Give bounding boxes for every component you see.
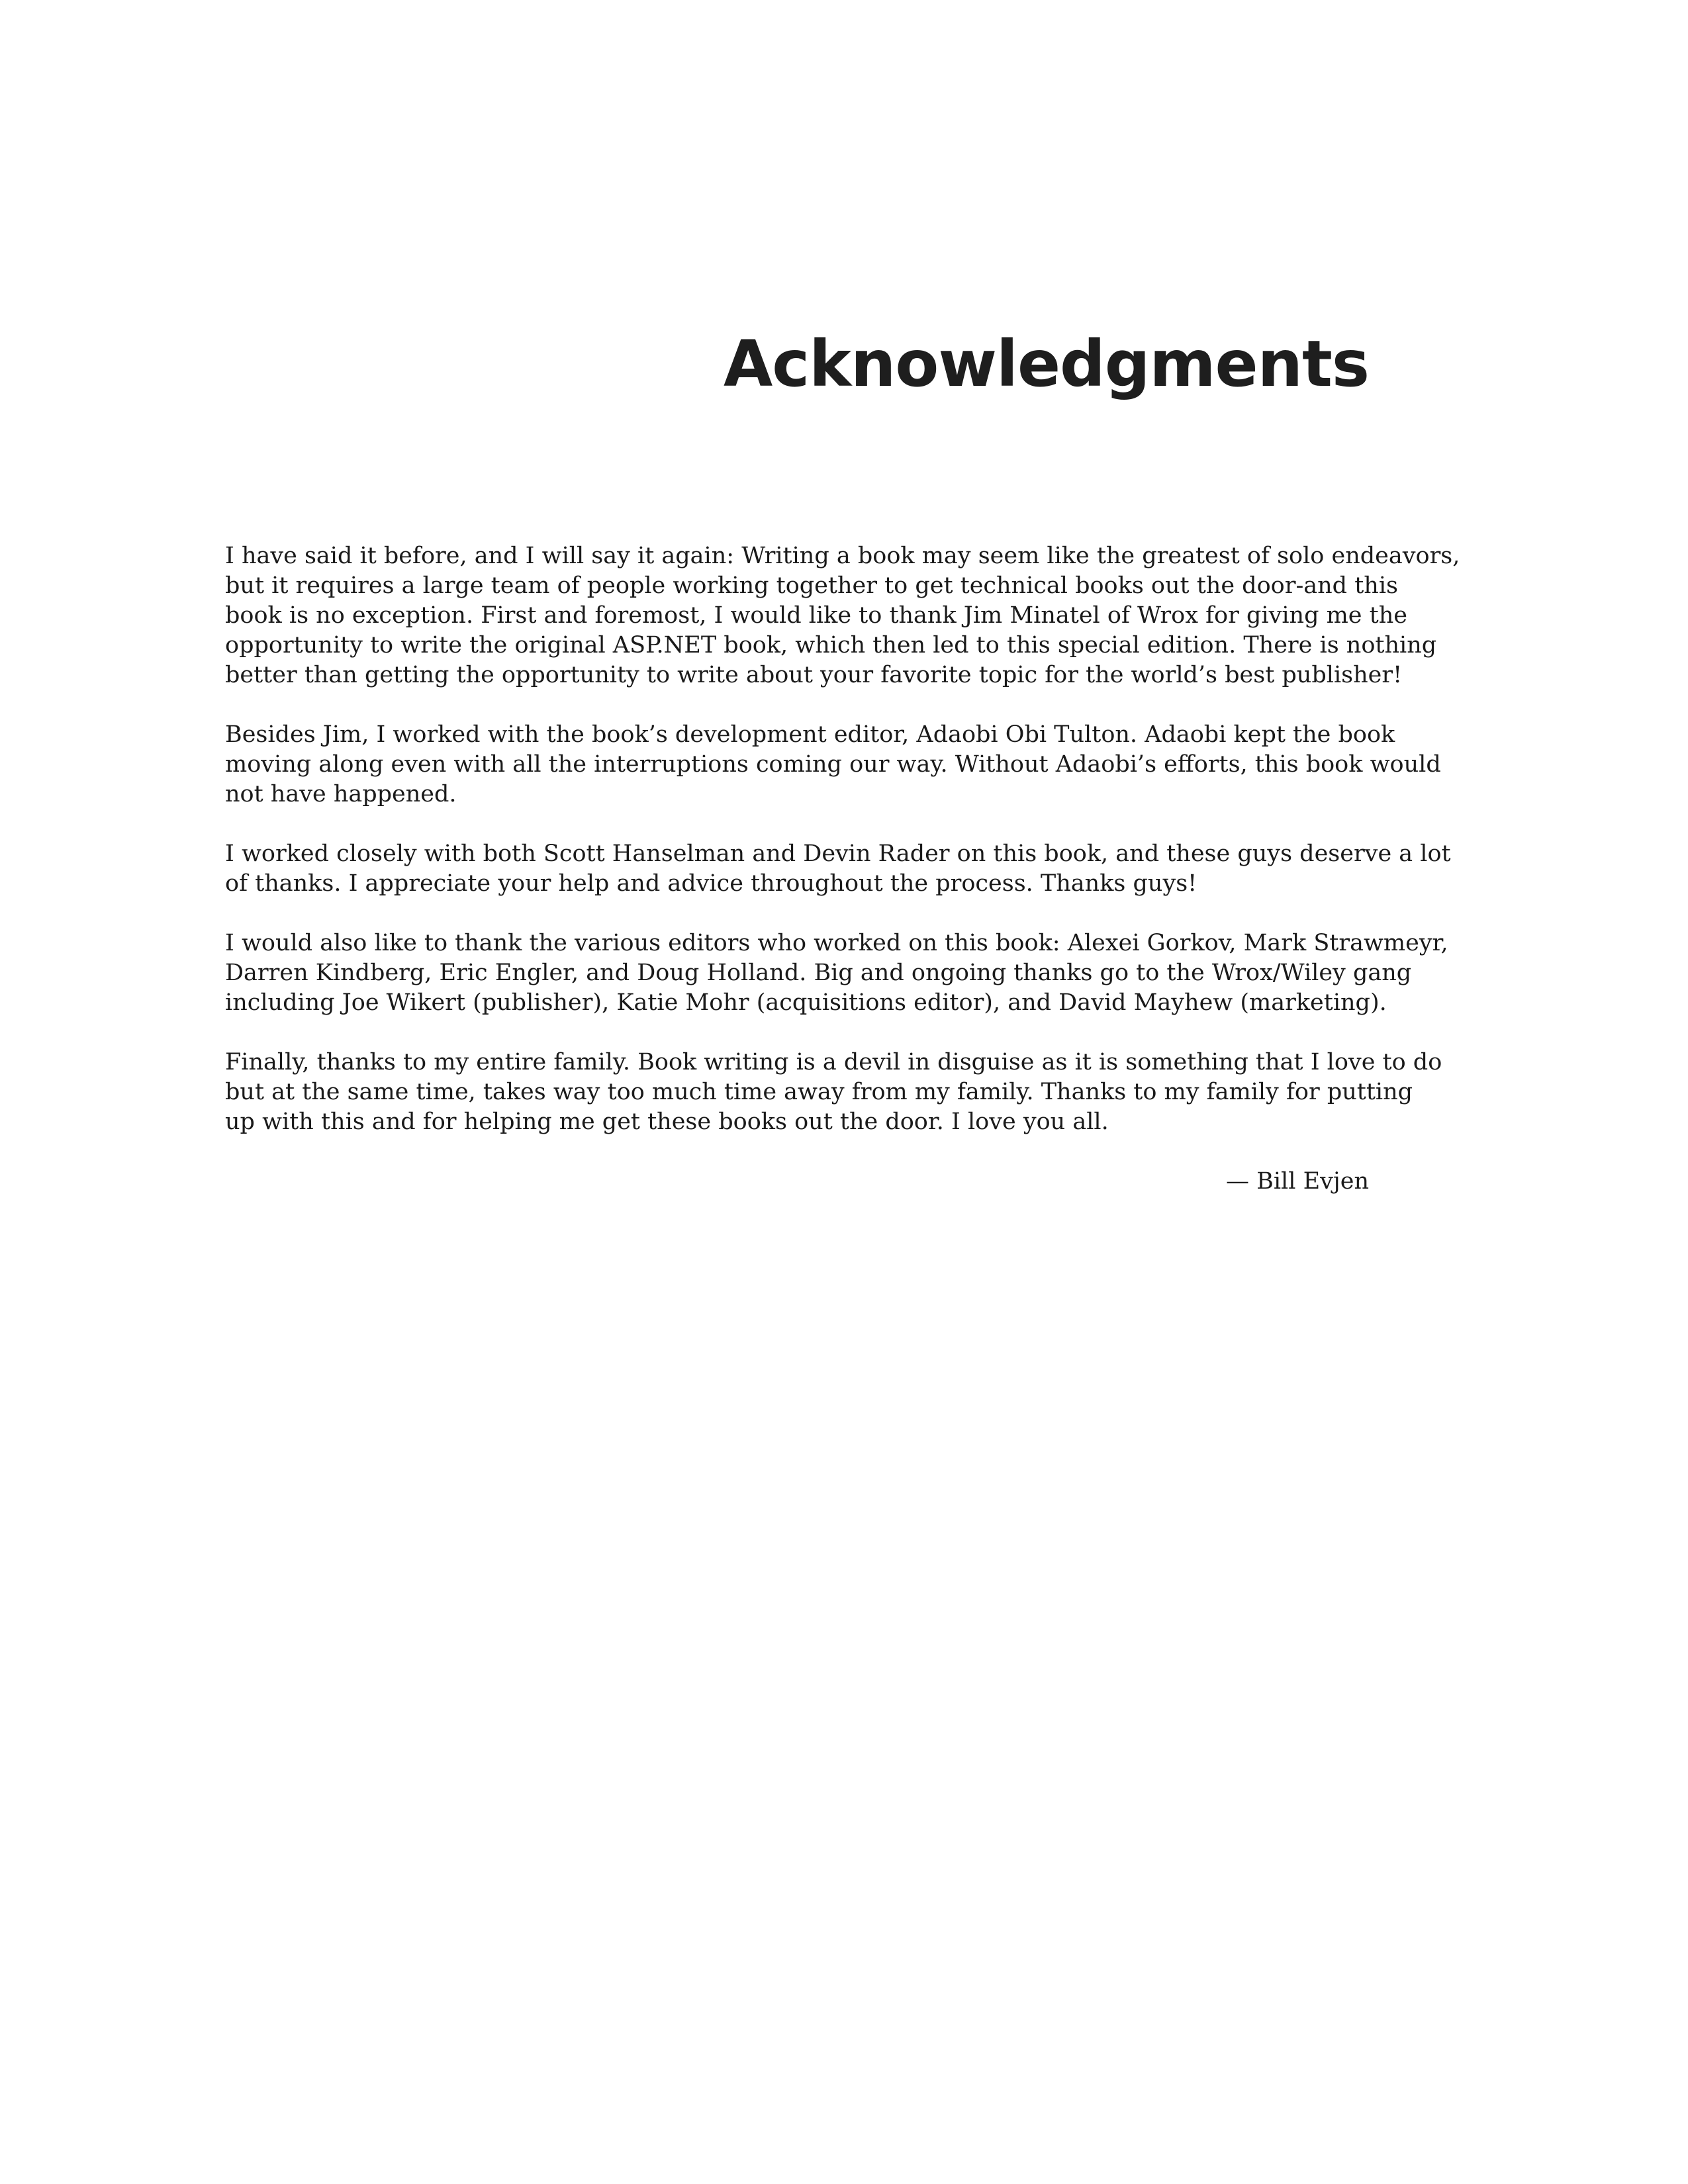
- text-line: I would also like to thank the various editors who worked on this book: Alexei Gorkov, Mark Strawmeyr,: [225, 930, 1448, 956]
- author-signature: — Bill Evjen: [1226, 1168, 1369, 1195]
- page-title: Acknowledgments: [724, 327, 1369, 401]
- paragraph-editor: [225, 720, 1441, 809]
- text-line: not have happened.: [225, 781, 457, 807]
- text-line: moving along even with all the interruptions coming our way. Without Adaobi’s efforts, this book would: [225, 751, 1441, 778]
- acknowledgments-body: [225, 541, 1460, 1197]
- text-line: of thanks. I appreciate your help and advice throughout the process. Thanks guys!: [225, 870, 1197, 897]
- paragraph-family: [225, 1048, 1442, 1137]
- text-line: book is no exception. First and foremost, I would like to thank Jim Minatel of Wrox for giving me the: [225, 602, 1407, 629]
- paragraph-collaborators: [225, 839, 1451, 899]
- text-line: but it requires a large team of people working together to get technical books out the door-and this: [225, 572, 1398, 599]
- text-line: Darren Kindberg, Eric Engler, and Doug Holland. Big and ongoing thanks go to the Wrox/Wiley gang: [225, 960, 1412, 986]
- text-line: Finally, thanks to my entire family. Book writing is a devil in disguise as it is something that I love to do: [225, 1049, 1442, 1075]
- text-line: Besides Jim, I worked with the book’s development editor, Adaobi Obi Tulton. Adaobi kept the book: [225, 721, 1395, 748]
- text-line: including Joe Wikert (publisher), Katie Mohr (acquisitions editor), and David Mayhew (marketing).: [225, 989, 1387, 1016]
- paragraph-editors: [225, 929, 1448, 1018]
- paragraph-intro: [225, 541, 1460, 690]
- text-line: better than getting the opportunity to write about your favorite topic for the world’s best publisher!: [225, 662, 1403, 688]
- text-line: but at the same time, takes way too much time away from my family. Thanks to my family for putting: [225, 1079, 1413, 1105]
- text-line: opportunity to write the original ASP.NET book, which then led to this special edition. There is nothing: [225, 632, 1437, 659]
- text-line: I worked closely with both Scott Hanselman and Devin Rader on this book, and these guys deserve a lot: [225, 841, 1451, 867]
- text-line: up with this and for helping me get these books out the door. I love you all.: [225, 1109, 1109, 1135]
- text-line: I have said it before, and I will say it again: Writing a book may seem like the greatest of solo endeavors,: [225, 543, 1460, 569]
